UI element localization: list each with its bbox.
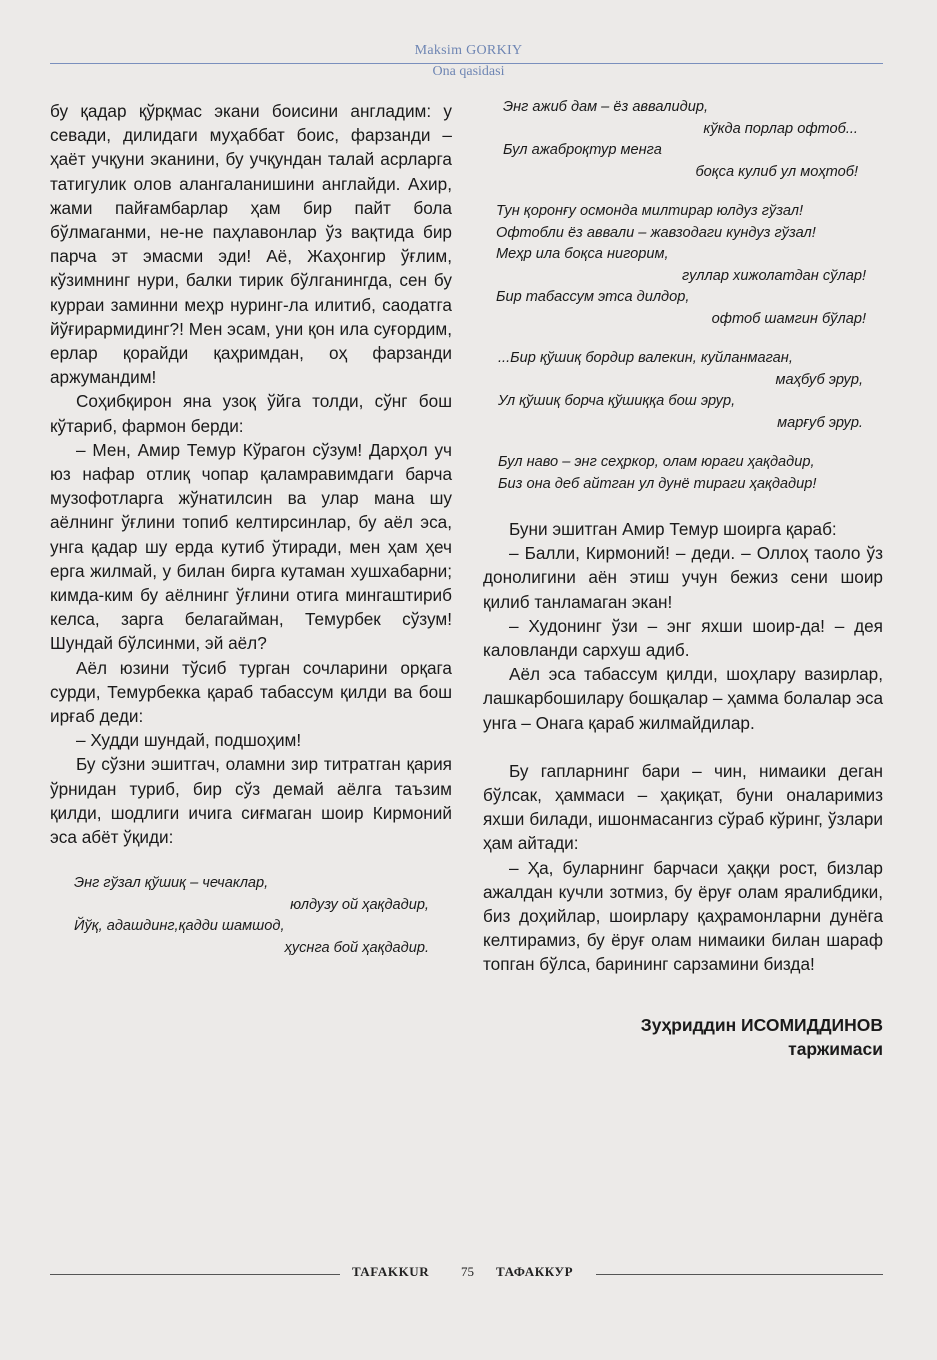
poem-line: Энг гўзал қўшиқ – чечаклар, [74,875,269,892]
footer-rule-left [50,1274,340,1275]
paragraph: – Ҳа, буларнинг барчаси ҳаққи рост, бизлар ажалдан кучли зотмиз, бу ёруғ олам яралибдики, биз доҳийлар, шоирлару қаҳрамонларни дунёга келтирамиз, бу ёруғ олам нимаики билан шараф топган бўлса, барининг сарзамини бизда! [483,857,883,975]
paragraph: – Балли, Кирмоний! – деди. – Оллоҳ таоло ўз донолигини аён этиш учун бежиз сени шоир қилиб танламаган экан! [483,543,883,612]
paragraph-group [483,517,883,735]
poem-line: Биз она деб айтган ул дунё тираги ҳақдадир! [498,475,817,492]
footer-rule-right [596,1274,883,1275]
poem-stanza [483,201,866,330]
paragraph-group [483,759,883,977]
poem-line: офтоб шамгин бўлар! [711,310,866,327]
header-subtitle: Ona qasidasi [432,64,505,79]
poem-line: Йўқ, адашдинг,қадди шамшод, [74,918,285,935]
paragraph: Буни эшитган Амир Темур шоирга қараб: [509,519,837,539]
header-author: Maksim GORKIY [414,43,523,58]
poem-line: ҳуснга бой ҳақдадир. [284,939,429,956]
poem-line: ...Бир қўшиқ бордир валекин, куйланмаган, [498,350,793,366]
translator-signature [641,1013,883,1061]
poem-stanza [483,97,858,183]
poem-line: Ул қўшиқ борча қўшиққа бош эрур, [498,393,736,409]
translator-role: таржимаси [788,1039,883,1059]
poem-line: кўкда порлар офтоб... [703,120,858,137]
paragraph: – Худди шундай, подшоҳим! [76,730,302,751]
poem-stanza [50,873,429,959]
paragraph: – Худонинг ўзи – энг яхши шоир-да! – дея каловланди сархуш адиб. [483,615,883,661]
translator-name: Зуҳриддин ИСОМИДДИНОВ [640,1015,883,1035]
paragraph: бу қадар қўрқмас экани боисини англадим: у севади, дилидаги муҳаббат боис, фарзанди – ҳаёт учқуни эканини, бу учқундан талай асрларга татигулик олов алангаланишини англайди. Ахир, жами пайғамбарлар ҳам бир пайт бола бўлмаганми, не-не паҳлавонлар ўз вақтида бир парча эт эмасми эди! Аё, Жаҳонгир ўғлим, кўзимнинг нури, балки тирик бўлганингда, сен бу курраи заминни меҳр нуринг-ла илитиб, саодатга йўғирармидинг?! Мен эсам, уни қон ила суғордим, ерлар қорайди қаҳримдан, оҳ фарзанди аржумандим! [50,101,452,388]
poem-line: Бул ажаброқтур менга [503,142,662,158]
footer-label-right: ТАФАККУР [496,1264,574,1279]
poem-line: Бул наво – энг сеҳркор, олам юраги ҳақдадир, [498,454,815,470]
poem-line: Бир табассум этса дилдор, [496,289,690,305]
left-column [50,99,452,959]
right-column [483,97,883,977]
poem-line: боқса кулиб ул моҳтоб! [695,163,858,180]
poem-line: маҳбуб эрур, [775,371,863,388]
poem-line: юлдузу ой ҳақдадир, [290,896,429,913]
paragraph: Аёл юзини тўсиб турган сочларини орқага сурди, Темурбекка қараб табассум қилди ва бош ирғаб деди: [50,657,452,727]
footer-label-left: TAFAKKUR [352,1264,430,1279]
paragraph: Бу сўзни эшитгач, оламни зир титратган қария ўрнидан туриб, бир сўз демай аёлга таъзим қилди, шодлиги ичига сиғмаган шоир Кирмоний эса абёт ўқиди: [50,754,452,848]
poem-line: гуллар хижолатдан сўлар! [681,267,866,284]
poem-line: Меҳр ила боқса нигорим, [496,246,669,262]
paragraph: Соҳибқирон яна узоқ ўйга толди, сўнг бош кўтариб, фармон берди: [50,391,452,436]
poem-line: марғуб эрур. [777,414,863,431]
paragraph: – Мен, Амир Темур Кўрагон сўзум! Дарҳол уч юз нафар отлиқ чопар қаламравимдаги барча музофотларга жўнатилсин ва улар мана шу аёлнинг ўғлини топиб келтирсинлар, бу аёл эса, унга қадар шу ерда кутиб ўтиради, мен ҳам ҳеч ерга жилмай, у билан бирга кутаман хушхабарни; кимда-ким бу аёлнинг ўғлини отига мингаштириб келса, зарга белагайман, Темурбек сўзум! Шундай бўлсинми, эй аёл? [50,439,452,654]
paragraph: Аёл эса табассум қилди, шоҳлару вазирлар, лашкарбошилару бошқалар – ҳамма болалар эса унга – Онага қараб жилмайдилар. [483,664,883,733]
poem-stanza [483,348,863,434]
poem-line: Энг ажиб дам – ёз аввалидир, [503,99,708,115]
poem-line: Офтобли ёз аввали – жавзодаги кундуз гўзал! [496,224,816,241]
paragraph: Бу гапларнинг бари – чин, нимаики деган бўлсак, ҳаммаси – ҳақиқат, буни оналаримиз яхши билади, ишонмасангиз сўраб кўринг, ўзлари ҳам айтади: [483,760,883,854]
poem-line: Тун қоронғу осмонда милтирар юлдуз гўзал! [496,203,804,219]
poem-stanza [483,452,873,495]
page-number: 75 [461,1264,474,1279]
